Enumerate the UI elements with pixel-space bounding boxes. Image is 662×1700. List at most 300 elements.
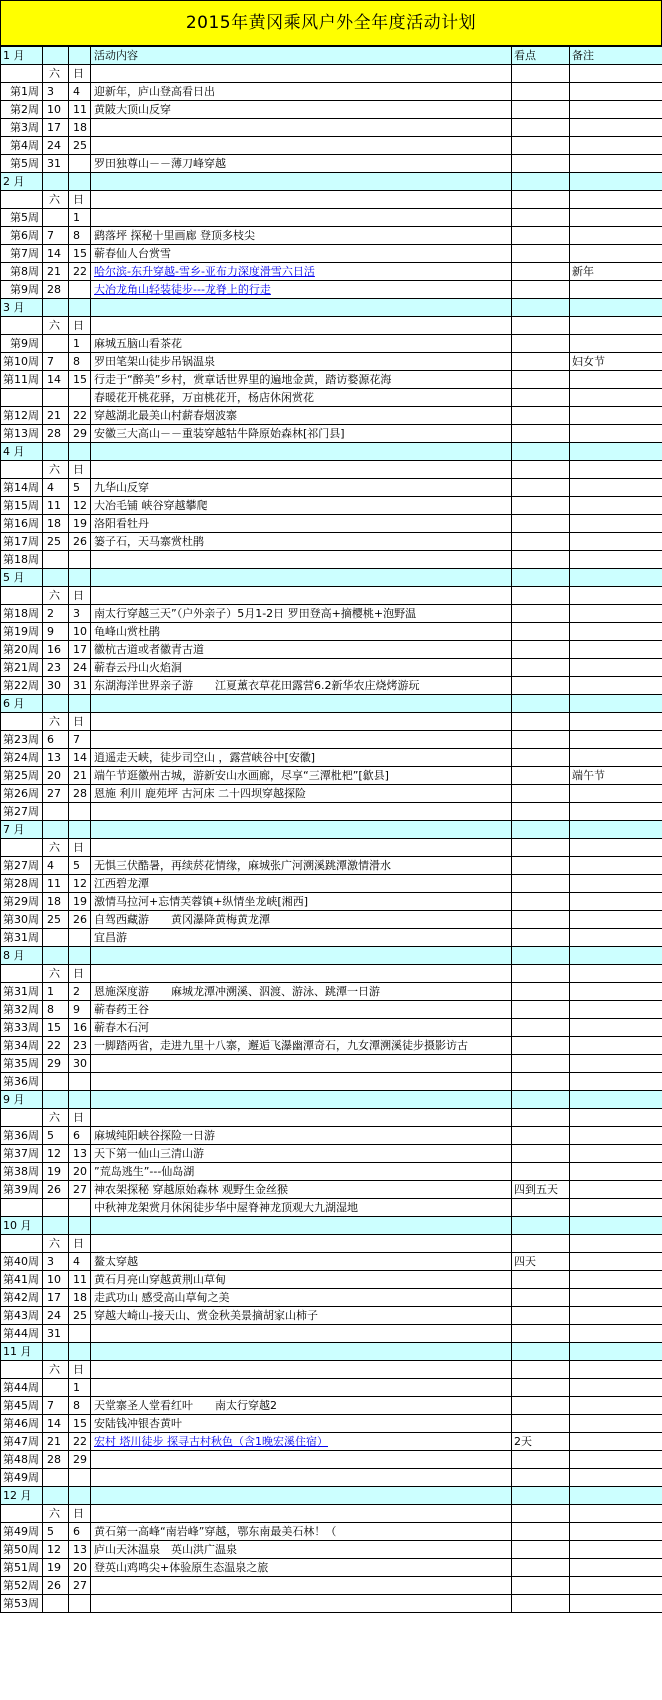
sunday-cell: 16 [69, 1019, 91, 1037]
sunday-cell: 10 [69, 623, 91, 641]
week-cell: 12 月 [1, 1487, 43, 1505]
table-row [1, 983, 662, 1001]
week-cell: 第5周 [1, 209, 43, 227]
saturday-cell: 17 [43, 119, 69, 137]
highlight-cell [512, 1127, 570, 1145]
sunday-cell: 日 [69, 839, 91, 857]
activity-cell: 庐山天沐温泉 英山洪广温泉 [91, 1541, 512, 1559]
highlight-cell [512, 371, 570, 389]
highlight-cell [512, 731, 570, 749]
sunday-cell: 22 [69, 263, 91, 281]
activity-cell [91, 1055, 512, 1073]
activity-cell: 神农架探秘 穿越原始森林 观野生金丝猴 [91, 1181, 512, 1199]
activity-cell [91, 1109, 512, 1127]
week-cell [1, 587, 43, 605]
activity-cell [91, 1235, 512, 1253]
highlight-cell [512, 533, 570, 551]
week-cell: 第21周 [1, 659, 43, 677]
highlight-cell [512, 281, 570, 299]
highlight-cell [512, 1001, 570, 1019]
activity-cell [91, 137, 512, 155]
week-cell: 5 月 [1, 569, 43, 587]
table-body [1, 47, 662, 1613]
activity-cell: 蕲春木石河 [91, 1019, 512, 1037]
week-cell: 第3周 [1, 119, 43, 137]
highlight-cell [512, 353, 570, 371]
sheet-title: 2015年黄冈乘风户外全年度活动计划 [0, 0, 662, 46]
sunday-cell: 14 [69, 749, 91, 767]
highlight-cell [512, 1199, 570, 1217]
sunday-cell [69, 1469, 91, 1487]
activity-cell: 无惧三伏酷暑，再续菸花情缘，麻城张广河溯溪跳潭激情滑水 [91, 857, 512, 875]
saturday-cell: 六 [43, 191, 69, 209]
note-cell [570, 191, 662, 209]
table-row [1, 245, 662, 263]
table-row [1, 1307, 662, 1325]
activity-cell [91, 947, 512, 965]
week-cell: 第34周 [1, 1037, 43, 1055]
table-row [1, 1163, 662, 1181]
highlight-cell [512, 785, 570, 803]
note-cell [570, 1595, 662, 1613]
table-row [1, 515, 662, 533]
note-cell [570, 1001, 662, 1019]
weekday-header-row [1, 587, 662, 605]
activity-cell: 东湖海洋世界亲子游 江夏薰衣草花田露营6.2新华农庄烧烤游玩 [91, 677, 512, 695]
month-header-row [1, 47, 662, 65]
saturday-cell [43, 1199, 69, 1217]
highlight-cell [512, 1415, 570, 1433]
table-row [1, 1397, 662, 1415]
week-cell: 第51周 [1, 1559, 43, 1577]
week-cell: 第36周 [1, 1073, 43, 1091]
week-cell: 第10周 [1, 353, 43, 371]
saturday-cell [43, 1487, 69, 1505]
note-cell [570, 101, 662, 119]
note-cell [570, 515, 662, 533]
saturday-cell: 25 [43, 911, 69, 929]
activity-cell: 安徽三大高山－－重装穿越牯牛降原始森林[祁门县] [91, 425, 512, 443]
month-header-row [1, 299, 662, 317]
table-row [1, 605, 662, 623]
note-cell [570, 1379, 662, 1397]
highlight-cell [512, 299, 570, 317]
table-row [1, 1541, 662, 1559]
note-cell [570, 1235, 662, 1253]
week-cell [1, 1361, 43, 1379]
sunday-cell: 日 [69, 191, 91, 209]
table-row [1, 1523, 662, 1541]
saturday-cell: 10 [43, 101, 69, 119]
sunday-cell [69, 389, 91, 407]
activity-cell [91, 1379, 512, 1397]
highlight-cell [512, 713, 570, 731]
week-cell: 2 月 [1, 173, 43, 191]
note-cell [570, 1433, 662, 1451]
note-cell [570, 713, 662, 731]
sunday-cell: 26 [69, 911, 91, 929]
week-cell: 第9周 [1, 335, 43, 353]
sunday-cell [69, 821, 91, 839]
activity-cell: 九华山反穿 [91, 479, 512, 497]
table-row [1, 227, 662, 245]
saturday-cell: 28 [43, 425, 69, 443]
table-row [1, 641, 662, 659]
highlight-cell: 四天 [512, 1253, 570, 1271]
week-cell: 10 月 [1, 1217, 43, 1235]
sunday-cell: 13 [69, 1541, 91, 1559]
week-cell: 第44周 [1, 1325, 43, 1343]
activity-cell: 麻城五脑山看茶花 [91, 335, 512, 353]
sunday-cell: 日 [69, 1505, 91, 1523]
week-cell [1, 1235, 43, 1253]
activity-cell: 迎新年，庐山登高看日出 [91, 83, 512, 101]
sunday-cell: 20 [69, 1559, 91, 1577]
note-cell [570, 1199, 662, 1217]
table-row [1, 1451, 662, 1469]
saturday-cell: 六 [43, 965, 69, 983]
saturday-cell: 14 [43, 245, 69, 263]
table-row [1, 83, 662, 101]
note-cell [570, 533, 662, 551]
table-row [1, 677, 662, 695]
sunday-cell: 11 [69, 101, 91, 119]
highlight-cell [512, 1559, 570, 1577]
note-cell [570, 1451, 662, 1469]
sunday-cell: 日 [69, 713, 91, 731]
highlight-cell [512, 1037, 570, 1055]
note-cell [570, 983, 662, 1001]
sunday-cell [69, 1343, 91, 1361]
activity-cell [91, 299, 512, 317]
saturday-cell: 18 [43, 515, 69, 533]
saturday-cell [43, 443, 69, 461]
activity-cell [91, 803, 512, 821]
note-cell [570, 551, 662, 569]
table-row [1, 1595, 662, 1613]
highlight-cell [512, 1505, 570, 1523]
saturday-cell: 24 [43, 1307, 69, 1325]
activity-cell: 罗田笔架山徒步吊锅温泉 [91, 353, 512, 371]
saturday-cell: 21 [43, 263, 69, 281]
week-cell [1, 317, 43, 335]
highlight-cell [512, 677, 570, 695]
activity-cell: 中秋神龙架赏月休闲徒步华中屋脊神龙顶观大九湖湿地 [91, 1199, 512, 1217]
note-cell [570, 1361, 662, 1379]
note-cell [570, 83, 662, 101]
table-row [1, 1433, 662, 1451]
note-cell [570, 335, 662, 353]
highlight-cell [512, 389, 570, 407]
saturday-cell: 六 [43, 1505, 69, 1523]
week-cell: 第31周 [1, 983, 43, 1001]
activity-cell [91, 443, 512, 461]
week-cell: 第1周 [1, 83, 43, 101]
sunday-cell: 22 [69, 1433, 91, 1451]
highlight-cell [512, 1361, 570, 1379]
saturday-cell: 28 [43, 1451, 69, 1469]
saturday-cell [43, 299, 69, 317]
highlight-cell [512, 857, 570, 875]
highlight-cell [512, 83, 570, 101]
week-cell: 第53周 [1, 1595, 43, 1613]
saturday-cell: 19 [43, 1163, 69, 1181]
week-cell: 11 月 [1, 1343, 43, 1361]
highlight-cell [512, 1217, 570, 1235]
month-header-row [1, 569, 662, 587]
highlight-cell [512, 1469, 570, 1487]
activity-cell: 宜昌游 [91, 929, 512, 947]
highlight-cell [512, 641, 570, 659]
sunday-cell: 18 [69, 119, 91, 137]
week-cell: 3 月 [1, 299, 43, 317]
week-cell: 第2周 [1, 101, 43, 119]
week-cell: 4 月 [1, 443, 43, 461]
highlight-cell [512, 605, 570, 623]
saturday-cell: 7 [43, 227, 69, 245]
highlight-cell [512, 767, 570, 785]
sunday-cell: 27 [69, 1181, 91, 1199]
sunday-cell: 18 [69, 1289, 91, 1307]
table-row [1, 659, 662, 677]
table-row [1, 335, 662, 353]
activity-cell: 行走于“醉美”乡村，赏章话世界里的遍地金黄，踏访婺源花海 [91, 371, 512, 389]
note-cell [570, 1163, 662, 1181]
table-row [1, 281, 662, 299]
weekday-header-row [1, 965, 662, 983]
saturday-cell: 23 [43, 659, 69, 677]
note-cell [570, 821, 662, 839]
saturday-cell: 11 [43, 875, 69, 893]
activity-cell: 蕲春仙人台赏雪 [91, 245, 512, 263]
week-cell: 第42周 [1, 1289, 43, 1307]
weekday-header-row [1, 65, 662, 83]
week-cell: 第19周 [1, 623, 43, 641]
highlight-cell [512, 1163, 570, 1181]
saturday-cell: 30 [43, 677, 69, 695]
sunday-cell [69, 947, 91, 965]
table-row [1, 1001, 662, 1019]
note-cell [570, 1253, 662, 1271]
week-cell: 第47周 [1, 1433, 43, 1451]
note-cell [570, 461, 662, 479]
note-cell [570, 1019, 662, 1037]
week-cell: 9 月 [1, 1091, 43, 1109]
saturday-cell [43, 47, 69, 65]
week-cell [1, 1505, 43, 1523]
table-row [1, 425, 662, 443]
activity-cell: 安陆钱冲银杏黄叶 [91, 1415, 512, 1433]
saturday-cell: 28 [43, 281, 69, 299]
highlight-cell [512, 65, 570, 83]
table-row [1, 533, 662, 551]
week-cell: 第18周 [1, 605, 43, 623]
activity-cell [91, 821, 512, 839]
note-cell: 新年 [570, 263, 662, 281]
activity-cell [91, 1091, 512, 1109]
sunday-cell: 31 [69, 677, 91, 695]
table-row [1, 1253, 662, 1271]
saturday-cell: 8 [43, 1001, 69, 1019]
table-row [1, 479, 662, 497]
highlight-cell [512, 893, 570, 911]
note-cell [570, 173, 662, 191]
week-cell: 第7周 [1, 245, 43, 263]
highlight-cell [512, 1091, 570, 1109]
week-cell: 第16周 [1, 515, 43, 533]
note-cell [570, 209, 662, 227]
week-cell: 第12周 [1, 407, 43, 425]
highlight-cell [512, 911, 570, 929]
table-row [1, 857, 662, 875]
saturday-cell: 16 [43, 641, 69, 659]
table-row [1, 155, 662, 173]
highlight-cell [512, 1379, 570, 1397]
saturday-cell: 22 [43, 1037, 69, 1055]
table-row [1, 371, 662, 389]
activity-cell [91, 209, 512, 227]
note-cell [570, 731, 662, 749]
note-cell [570, 425, 662, 443]
table-row [1, 1325, 662, 1343]
saturday-cell: 11 [43, 497, 69, 515]
week-cell: 第14周 [1, 479, 43, 497]
table-row [1, 803, 662, 821]
highlight-cell [512, 1235, 570, 1253]
sunday-cell [69, 155, 91, 173]
highlight-cell [512, 569, 570, 587]
sunday-cell [69, 695, 91, 713]
note-cell [570, 947, 662, 965]
table-row [1, 551, 662, 569]
table-row [1, 263, 662, 281]
highlight-cell [512, 1577, 570, 1595]
sunday-cell: 29 [69, 1451, 91, 1469]
highlight-cell [512, 1325, 570, 1343]
saturday-cell: 26 [43, 1181, 69, 1199]
highlight-cell [512, 209, 570, 227]
week-cell: 第27周 [1, 857, 43, 875]
week-cell: 第41周 [1, 1271, 43, 1289]
week-cell: 第27周 [1, 803, 43, 821]
saturday-cell [43, 1217, 69, 1235]
highlight-cell: 看点 [512, 47, 570, 65]
note-cell [570, 1091, 662, 1109]
table-row [1, 1271, 662, 1289]
week-cell [1, 65, 43, 83]
sunday-cell: 26 [69, 533, 91, 551]
highlight-cell [512, 623, 570, 641]
saturday-cell: 10 [43, 1271, 69, 1289]
highlight-cell [512, 263, 570, 281]
activity-cell: 篓子石，天马寨赏杜鹃 [91, 533, 512, 551]
activity-cell [91, 191, 512, 209]
saturday-cell [43, 551, 69, 569]
saturday-cell [43, 1595, 69, 1613]
saturday-cell: 31 [43, 155, 69, 173]
sunday-cell: 日 [69, 1235, 91, 1253]
table-row [1, 911, 662, 929]
highlight-cell: 2天 [512, 1433, 570, 1451]
sunday-cell [69, 173, 91, 191]
week-cell: 第11周 [1, 371, 43, 389]
saturday-cell: 2 [43, 605, 69, 623]
sunday-cell: 3 [69, 605, 91, 623]
sunday-cell: 9 [69, 1001, 91, 1019]
sunday-cell: 27 [69, 1577, 91, 1595]
activity-cell: 自驾西藏游 黄冈瀑降黄梅黄龙潭 [91, 911, 512, 929]
table-row [1, 749, 662, 767]
week-cell [1, 839, 43, 857]
table-row [1, 623, 662, 641]
activity-cell: 龟峰山赏杜鹃 [91, 623, 512, 641]
note-cell [570, 1289, 662, 1307]
table-row [1, 137, 662, 155]
sunday-cell [69, 281, 91, 299]
activity-cell [91, 1073, 512, 1091]
note-cell [570, 659, 662, 677]
activity-cell: 鳌太穿越 [91, 1253, 512, 1271]
table-row [1, 893, 662, 911]
activity-cell: 恩施 利川 鹿苑坪 古河床 二十四坝穿越探险 [91, 785, 512, 803]
note-cell [570, 893, 662, 911]
week-cell: 第31周 [1, 929, 43, 947]
week-cell [1, 713, 43, 731]
saturday-cell [43, 335, 69, 353]
saturday-cell [43, 209, 69, 227]
sunday-cell: 2 [69, 983, 91, 1001]
saturday-cell [43, 1091, 69, 1109]
saturday-cell: 21 [43, 407, 69, 425]
note-cell [570, 929, 662, 947]
month-header-row [1, 821, 662, 839]
sunday-cell: 15 [69, 245, 91, 263]
saturday-cell [43, 821, 69, 839]
note-cell [570, 1271, 662, 1289]
saturday-cell: 六 [43, 1361, 69, 1379]
note-cell [570, 965, 662, 983]
note-cell [570, 857, 662, 875]
sunday-cell: 30 [69, 1055, 91, 1073]
sunday-cell [69, 929, 91, 947]
activity-cell: 春暖花开桃花驿，万亩桃花开，杨店休闲赏花 [91, 389, 512, 407]
sunday-cell: 17 [69, 641, 91, 659]
sunday-cell: 8 [69, 1397, 91, 1415]
week-cell: 第8周 [1, 263, 43, 281]
note-cell [570, 1127, 662, 1145]
sunday-cell: 1 [69, 1379, 91, 1397]
month-header-row [1, 947, 662, 965]
highlight-cell [512, 1019, 570, 1037]
week-cell: 第38周 [1, 1163, 43, 1181]
highlight-cell [512, 1451, 570, 1469]
week-cell: 第45周 [1, 1397, 43, 1415]
week-cell: 第33周 [1, 1019, 43, 1037]
activity-cell: 激情马拉河+忘情芙蓉镇+纵情坐龙峡[湘西] [91, 893, 512, 911]
week-cell: 第35周 [1, 1055, 43, 1073]
sunday-cell: 29 [69, 425, 91, 443]
sunday-cell: 8 [69, 353, 91, 371]
activity-cell [91, 119, 512, 137]
saturday-cell: 12 [43, 1145, 69, 1163]
activity-cell: 蕲春药王谷 [91, 1001, 512, 1019]
note-cell [570, 119, 662, 137]
note-cell [570, 1541, 662, 1559]
table-row [1, 1037, 662, 1055]
sunday-cell: 日 [69, 1109, 91, 1127]
saturday-cell [43, 173, 69, 191]
weekday-header-row [1, 1361, 662, 1379]
